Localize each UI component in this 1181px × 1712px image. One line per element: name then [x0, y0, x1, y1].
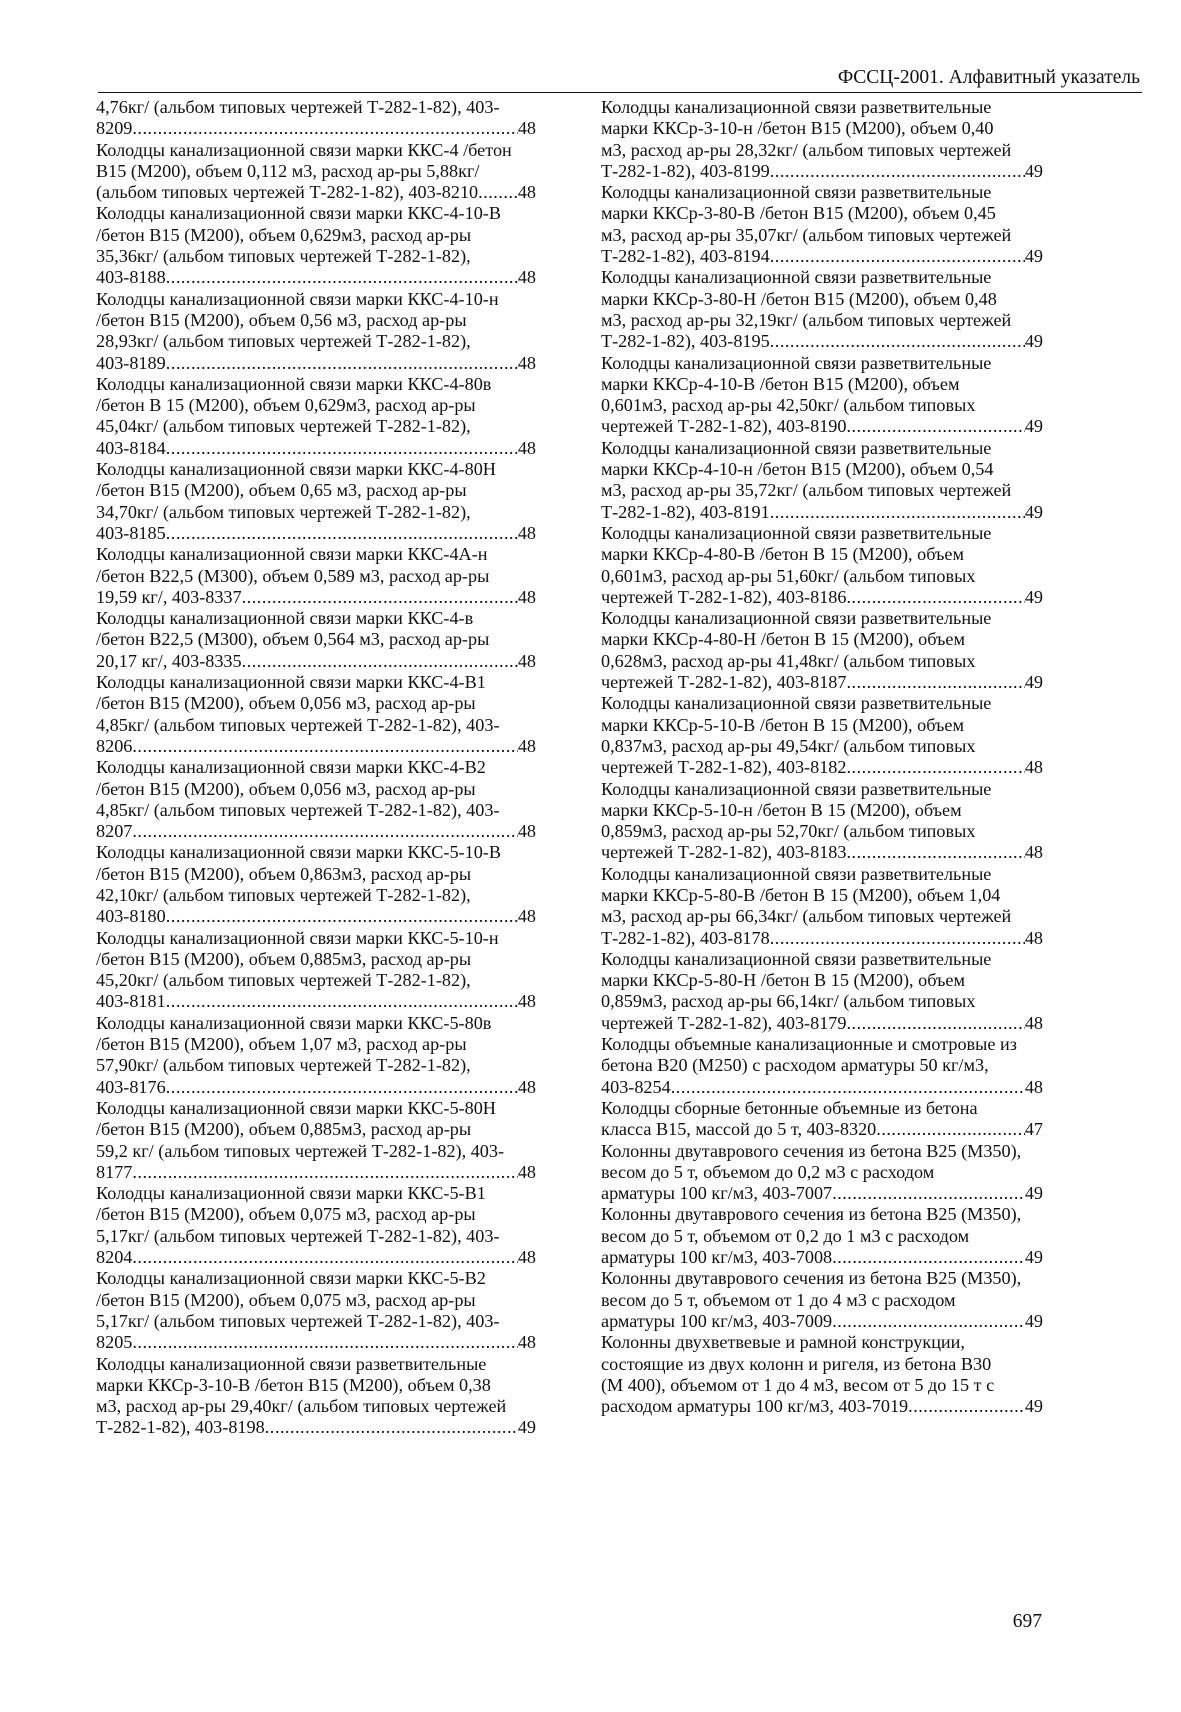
left-column: [96, 97, 536, 1439]
entry-line: /бетон В22,5 (М300), объем 0,589 м3, расход ар-ры: [96, 565, 490, 586]
entry-last-line: [96, 182, 536, 203]
entry-line: Т-282-1-82), 403-8191: [601, 501, 770, 522]
index-entry: [601, 1332, 1043, 1417]
entry-line: 0,601м3, расход ар-ры 42,50кг/ (альбом типовых: [601, 395, 976, 416]
entry-page-ref: 49: [1024, 416, 1043, 437]
entry-line: 403-8176: [96, 1076, 166, 1097]
entry-line: марки ККСр-3-10-н /бетон В15 (М200), объем 0,40: [601, 118, 994, 139]
entry-page-ref: 48: [517, 586, 536, 607]
entry-page-ref: 49: [1024, 331, 1043, 352]
entry-line: /бетон В15 (М200), объем 0,863м3, расход ар-ры: [96, 863, 472, 884]
entry-last-line: [96, 118, 536, 139]
dot-leader: [846, 842, 1024, 863]
entry-line: состоящие из двух колонн и ригеля, из бетона В30: [601, 1353, 992, 1374]
entry-last-line: [601, 1012, 1043, 1034]
index-entry: [96, 1268, 536, 1353]
entry-line: 8206: [96, 735, 133, 756]
entry-line: 0,601м3, расход ар-ры 51,60кг/ (альбом типовых: [601, 565, 976, 586]
dot-leader: [832, 1247, 1025, 1268]
entry-line: Колодцы канализационной связи разветвительные: [601, 267, 992, 288]
entry-line: /бетон В15 (М200), объем 0,075 м3, расход ар-ры: [96, 1289, 476, 1310]
entry-line: /бетон В15 (М200), объем 0,56 м3, расход ар-ры: [96, 309, 467, 330]
index-entry: [96, 140, 536, 204]
dot-leader: [166, 267, 518, 288]
dot-leader: [846, 416, 1024, 437]
entry-line: марки ККСр-3-80-В /бетон В15 (М200), объем 0,45: [601, 203, 996, 224]
entry-line: Колодцы канализационной связи марки ККС-5-В2: [96, 1268, 486, 1289]
entry-line: 0,837м3, расход ар-ры 49,54кг/ (альбом типовых: [601, 735, 976, 756]
entry-last-line: [601, 586, 1043, 608]
entry-line: Колодцы канализационной связи разветвительные: [601, 97, 992, 117]
entry-line: чертежей Т-282-1-82), 403-8190: [601, 416, 847, 437]
entry-line: весом до 5 т, объемом от 1 до 4 м3 с расходом: [601, 1289, 956, 1310]
entry-page-ref: 49: [517, 1417, 536, 1438]
entry-page-ref: 48: [517, 182, 536, 203]
entry-line: марки ККСр-3-80-Н /бетон В15 (М200), объем 0,48: [601, 288, 997, 309]
entry-line: Колодцы канализационной связи марки ККС-4-80в: [96, 373, 492, 394]
dot-leader: [770, 928, 1025, 949]
entry-line: Колодцы канализационной связи марки ККС-5-10-В: [96, 842, 501, 863]
dot-leader: [770, 331, 1025, 352]
index-entry: [96, 1183, 536, 1268]
entry-line: Колонны двутаврового сечения из бетона В25 (М350),: [601, 1268, 1022, 1289]
index-entry: [601, 438, 1043, 523]
index-entry: [601, 182, 1043, 267]
dot-leader: [166, 523, 518, 544]
entry-line: 403-8184: [96, 437, 166, 458]
entry-line: Колодцы канализационной связи разветвительные: [601, 693, 992, 714]
entry-last-line: [601, 416, 1043, 437]
entry-line: /бетон В15 (М200), объем 0,056 м3, расход ар-ры: [96, 693, 476, 714]
entry-last-line: [96, 352, 536, 374]
entry-page-ref: 48: [1024, 842, 1043, 863]
entry-page-ref: 48: [517, 437, 536, 458]
entry-page-ref: 48: [517, 1247, 536, 1268]
index-entry: [601, 693, 1043, 778]
entry-line: марки ККСр-4-10-н /бетон В15 (М200), объем 0,54: [601, 459, 994, 480]
entry-last-line: [601, 757, 1043, 778]
entry-line: Колодцы канализационной связи разветвительные: [601, 437, 992, 458]
entry-last-line: [601, 672, 1043, 693]
entry-last-line: [601, 1183, 1043, 1204]
entry-page-ref: 48: [517, 1076, 536, 1097]
entry-line: Колодцы канализационной связи разветвительные: [601, 778, 992, 799]
entry-line: Т-282-1-82), 403-8199: [601, 160, 770, 181]
entry-line: 8207: [96, 821, 133, 842]
entry-line: марки ККСр-5-80-Н /бетон В 15 (М200), объем: [601, 970, 966, 991]
index-entry: [601, 1034, 1043, 1098]
entry-line: чертежей Т-282-1-82), 403-8179: [601, 1012, 847, 1033]
index-entry: [601, 1098, 1043, 1141]
entry-page-ref: 48: [517, 118, 536, 139]
entry-line: В15 (М200), объем 0,112 м3, расход ар-ры 5,88кг/: [96, 160, 480, 181]
entry-line: 4,85кг/ (альбом типовых чертежей Т-282-1-82), 403-: [96, 714, 500, 735]
entry-line: 0,859м3, расход ар-ры 52,70кг/ (альбом типовых: [601, 821, 976, 842]
entry-page-ref: 47: [1024, 1119, 1043, 1140]
entry-line: Колодцы канализационной связи марки ККС-4 /бетон: [96, 139, 512, 160]
dot-leader: [132, 1247, 517, 1268]
entry-line: Колодцы канализационной связи разветвительные: [601, 948, 992, 969]
entry-line: /бетон В15 (М200), объем 1,07 м3, расход ар-ры: [96, 1034, 467, 1055]
entry-line: марки ККСр-4-80-В /бетон В 15 (М200), объем: [601, 544, 965, 565]
index-entry: [96, 672, 536, 757]
entry-page-ref: 48: [1024, 757, 1043, 778]
entry-line: арматуры 100 кг/м3, 403-7009: [601, 1310, 833, 1331]
entry-line: Колодцы канализационной связи разветвительные: [601, 352, 992, 373]
entry-line: 5,17кг/ (альбом типовых чертежей Т-282-1-82), 403-: [96, 1310, 500, 1331]
dot-leader: [478, 182, 518, 203]
index-entry: [601, 1141, 1043, 1205]
entry-line: Колодцы канализационной связи марки ККС-5-80Н: [96, 1097, 496, 1118]
dot-leader: [166, 438, 518, 459]
entry-last-line: [601, 246, 1043, 267]
index-entry: [601, 949, 1043, 1034]
entry-line: 42,10кг/ (альбом типовых чертежей Т-282-1-82),: [96, 884, 471, 905]
entry-line: 57,90кг/ (альбом типовых чертежей Т-282-1-82),: [96, 1055, 471, 1076]
entry-last-line: [96, 1332, 536, 1353]
entry-line: 0,628м3, расход ар-ры 41,48кг/ (альбом типовых: [601, 650, 976, 671]
running-header: ФССЦ-2001. Алфавитный указатель: [837, 67, 1140, 88]
index-entry: [96, 459, 536, 544]
entry-line: 45,20кг/ (альбом типовых чертежей Т-282-1-82),: [96, 970, 471, 991]
entry-line: 19,59 кг/, 403-8337: [96, 586, 242, 607]
entry-line: арматуры 100 кг/м3, 403-7007: [601, 1183, 833, 1204]
dot-leader: [846, 587, 1024, 608]
entry-line: Колодцы канализационной связи марки ККС-4-в: [96, 608, 474, 629]
entry-page-ref: 48: [1024, 927, 1043, 948]
index-entry: [601, 523, 1043, 608]
entry-line: бетона В20 (М250) с расходом арматуры 50 кг/м3,: [601, 1055, 989, 1076]
entry-line: 5,17кг/ (альбом типовых чертежей Т-282-1-82), 403-: [96, 1225, 500, 1246]
entry-page-ref: 48: [517, 735, 536, 756]
entry-line: /бетон В 15 (М200), объем 0,629м3, расход ар-ры: [96, 395, 476, 416]
entry-line: /бетон В15 (М200), объем 0,65 м3, расход ар-ры: [96, 480, 467, 501]
dot-leader: [132, 118, 517, 139]
entry-page-ref: 49: [1024, 1183, 1043, 1204]
entry-line: 4,85кг/ (альбом типовых чертежей Т-282-1-82), 403-: [96, 799, 500, 820]
entry-line: 403-8185: [96, 522, 166, 543]
entry-line: Колодцы сборные бетонные объемные из бетона: [601, 1097, 978, 1118]
entry-page-ref: 49: [1024, 672, 1043, 693]
entry-line: 20,17 кг/, 403-8335: [96, 650, 242, 671]
entry-page-ref: 48: [1024, 1076, 1043, 1097]
entry-last-line: [96, 1247, 536, 1268]
entry-page-ref: 48: [517, 1332, 536, 1353]
dot-leader: [132, 821, 517, 842]
entry-line: Колодцы канализационной связи марки ККС-5-10-н: [96, 927, 499, 948]
entry-page-ref: 48: [517, 352, 536, 373]
entry-line: Колодцы канализационной связи разветвительные: [601, 522, 992, 543]
entry-page-ref: 49: [1024, 1247, 1043, 1268]
dot-leader: [671, 1077, 1025, 1098]
entry-line: /бетон В22,5 (М300), объем 0,564 м3, расход ар-ры: [96, 629, 490, 650]
entry-line: Т-282-1-82), 403-8178: [601, 927, 770, 948]
entry-line: 8177: [96, 1161, 133, 1182]
entry-line: арматуры 100 кг/м3, 403-7008: [601, 1247, 833, 1268]
entry-line: 403-8254: [601, 1076, 671, 1097]
entry-last-line: [96, 991, 536, 1012]
entry-line: 45,04кг/ (альбом типовых чертежей Т-282-1-82),: [96, 416, 471, 437]
entry-line: 35,36кг/ (альбом типовых чертежей Т-282-1-82),: [96, 246, 471, 267]
entry-line: Колодцы канализационной связи марки ККС-4-В1: [96, 672, 486, 693]
index-entry: [96, 97, 536, 140]
entry-page-ref: 49: [1024, 246, 1043, 267]
entry-line: м3, расход ар-ры 35,07кг/ (альбом типовых чертежей: [601, 224, 1012, 245]
entry-page-ref: 48: [517, 1161, 536, 1182]
entry-page-ref: 48: [517, 650, 536, 671]
dot-leader: [242, 587, 518, 608]
entry-last-line: [96, 735, 536, 757]
dot-leader: [876, 1119, 1025, 1140]
entry-line: 403-8180: [96, 906, 166, 927]
dot-leader: [242, 651, 518, 672]
index-entry: [96, 203, 536, 288]
dot-leader: [166, 906, 518, 927]
entry-last-line: [96, 437, 536, 459]
entry-line: марки ККСр-3-10-В /бетон В15 (М200), объем 0,38: [96, 1374, 491, 1395]
right-column: [601, 97, 1043, 1417]
entry-line: Т-282-1-82), 403-8194: [601, 246, 770, 267]
index-entry: [96, 1013, 536, 1098]
entry-line: /бетон В15 (М200), объем 0,885м3, расход ар-ры: [96, 948, 472, 969]
entry-last-line: [601, 501, 1043, 523]
entry-line: /бетон В15 (М200), объем 0,629м3, расход ар-ры: [96, 224, 472, 245]
entry-line: Колодцы канализационной связи марки ККС-4-80Н: [96, 459, 496, 480]
entry-last-line: [601, 1310, 1043, 1332]
entry-line: Колодцы канализационной связи разветвительные: [601, 182, 992, 203]
entry-line: Колодцы канализационной связи марки ККС-4А-н: [96, 544, 488, 565]
entry-line: чертежей Т-282-1-82), 403-8187: [601, 672, 847, 693]
entry-line: Колодцы канализационной связи марки ККС-4-10-В: [96, 203, 501, 224]
dot-leader: [832, 1183, 1025, 1204]
entry-last-line: [601, 1076, 1043, 1098]
entry-last-line: [96, 1161, 536, 1183]
entry-line: Колонны двухветвевые и рамной конструкции,: [601, 1332, 965, 1353]
entry-line: Колонны двутаврового сечения из бетона В25 (М350),: [601, 1204, 1022, 1225]
entry-line: 34,70кг/ (альбом типовых чертежей Т-282-1-82),: [96, 501, 471, 522]
entry-page-ref: 48: [517, 991, 536, 1012]
entry-line: класса В15, массой до 5 т, 403-8320: [601, 1119, 877, 1140]
index-entry: [601, 267, 1043, 352]
index-entry: [601, 608, 1043, 693]
entry-line: Колодцы объемные канализационные и смотровые из: [601, 1034, 1017, 1055]
entry-line: /бетон В15 (М200), объем 0,056 м3, расход ар-ры: [96, 778, 476, 799]
entry-line: м3, расход ар-ры 66,34кг/ (альбом типовых чертежей: [601, 906, 1012, 927]
dot-leader: [832, 1311, 1025, 1332]
entry-last-line: [96, 821, 536, 842]
dot-leader: [132, 1162, 517, 1183]
entry-last-line: [96, 906, 536, 927]
entry-page-ref: 49: [1024, 1396, 1043, 1417]
entry-last-line: [601, 927, 1043, 949]
entry-last-line: [96, 586, 536, 608]
entry-line: 403-8181: [96, 991, 166, 1012]
index-entry: [96, 1098, 536, 1183]
index-entry: [601, 353, 1043, 438]
entry-line: марки ККСр-5-10-н /бетон В 15 (М200), объем: [601, 799, 962, 820]
entry-line: весом до 5 т, объемом до 0,2 м3 с расходом: [601, 1161, 935, 1182]
entry-page-ref: 49: [1024, 501, 1043, 522]
entry-line: марки ККСр-4-80-Н /бетон В 15 (М200), объем: [601, 629, 966, 650]
entry-line: марки ККСр-5-80-В /бетон В 15 (М200), объем 1,04: [601, 884, 1001, 905]
entry-page-ref: 49: [1024, 160, 1043, 181]
entry-line: (М 400), объемом от 1 до 4 м3, весом от 5 до 15 т с: [601, 1374, 995, 1395]
entry-line: 8204: [96, 1247, 133, 1268]
entry-page-ref: 48: [1024, 1012, 1043, 1033]
dot-leader: [132, 1332, 517, 1353]
index-entry: [96, 757, 536, 842]
entry-line: /бетон В15 (М200), объем 0,075 м3, расход ар-ры: [96, 1204, 476, 1225]
entry-line: весом до 5 т, объемом от 0,2 до 1 м3 с расходом: [601, 1225, 970, 1246]
entry-last-line: [601, 160, 1043, 182]
dot-leader: [132, 736, 517, 757]
dot-leader: [166, 1077, 518, 1098]
entry-line: (альбом типовых чертежей Т-282-1-82), 403-8210: [96, 182, 479, 203]
entry-line: Т-282-1-82), 403-8198: [96, 1417, 265, 1438]
entry-line: м3, расход ар-ры 28,32кг/ (альбом типовых чертежей: [601, 139, 1012, 160]
index-entry: [96, 1354, 536, 1439]
entry-last-line: [601, 331, 1043, 352]
entry-line: м3, расход ар-ры 35,72кг/ (альбом типовых чертежей: [601, 480, 1012, 501]
entry-page-ref: 48: [517, 267, 536, 288]
entry-line: марки ККСр-4-10-В /бетон В15 (М200), объем: [601, 373, 960, 394]
entry-line: Колодцы канализационной связи марки ККС-4-10-н: [96, 288, 499, 309]
entry-page-ref: 49: [1024, 586, 1043, 607]
entry-line: 403-8188: [96, 267, 166, 288]
index-entry: [96, 842, 536, 927]
index-entry: [601, 779, 1043, 864]
entry-line: Колодцы канализационной связи марки ККС-5-В1: [96, 1183, 486, 1204]
dot-leader: [265, 1417, 518, 1438]
entry-line: /бетон В15 (М200), объем 0,885м3, расход ар-ры: [96, 1119, 472, 1140]
entry-line: 0,859м3, расход ар-ры 66,14кг/ (альбом типовых: [601, 991, 976, 1012]
entry-line: чертежей Т-282-1-82), 403-8183: [601, 842, 847, 863]
dot-leader: [908, 1396, 1025, 1417]
entry-line: 4,76кг/ (альбом типовых чертежей Т-282-1-82), 403-: [96, 97, 500, 117]
dot-leader: [770, 161, 1025, 182]
entry-line: Колодцы канализационной связи разветвительные: [601, 608, 992, 629]
entry-line: чертежей Т-282-1-82), 403-8186: [601, 586, 847, 607]
entry-line: м3, расход ар-ры 32,19кг/ (альбом типовых чертежей: [601, 309, 1012, 330]
index-entry: [601, 864, 1043, 949]
entry-line: 8205: [96, 1332, 133, 1353]
entry-line: расходом арматуры 100 кг/м3, 403-7019: [601, 1396, 909, 1417]
index-entry: [96, 544, 536, 608]
header-rule: [98, 92, 1142, 93]
dot-leader: [770, 246, 1025, 267]
page-number: 697: [1012, 1611, 1042, 1632]
entry-last-line: [601, 842, 1043, 863]
entry-line: Колодцы канализационной связи марки ККС-5-80в: [96, 1012, 492, 1033]
dot-leader: [166, 991, 518, 1012]
index-entry: [96, 608, 536, 672]
entry-line: 403-8189: [96, 352, 166, 373]
dot-leader: [166, 353, 518, 374]
entry-line: Т-282-1-82), 403-8195: [601, 331, 770, 352]
index-entry: [601, 1268, 1043, 1332]
entry-last-line: [96, 267, 536, 288]
index-entry: [601, 1204, 1043, 1268]
entry-page-ref: 48: [517, 821, 536, 842]
entry-line: Колодцы канализационной связи разветвительные: [96, 1353, 487, 1374]
entry-line: Колодцы канализационной связи разветвительные: [601, 863, 992, 884]
entry-last-line: [96, 650, 536, 672]
entry-last-line: [96, 1076, 536, 1098]
entry-line: Колодцы канализационной связи марки ККС-4-В2: [96, 757, 486, 778]
dot-leader: [846, 1013, 1024, 1034]
entry-line: чертежей Т-282-1-82), 403-8182: [601, 757, 847, 778]
index-entry: [96, 928, 536, 1013]
entry-last-line: [601, 1396, 1043, 1417]
entry-line: м3, расход ар-ры 29,40кг/ (альбом типовых чертежей: [96, 1396, 507, 1417]
dot-leader: [846, 672, 1024, 693]
index-entry: [96, 289, 536, 374]
entry-line: 59,2 кг/ (альбом типовых чертежей Т-282-1-82), 403-: [96, 1140, 505, 1161]
entry-line: 8209: [96, 118, 133, 139]
dot-leader: [770, 502, 1025, 523]
entry-page-ref: 49: [1024, 1310, 1043, 1331]
entry-page-ref: 48: [517, 522, 536, 543]
entry-line: 28,93кг/ (альбом типовых чертежей Т-282-1-82),: [96, 331, 471, 352]
entry-page-ref: 48: [517, 906, 536, 927]
entry-last-line: [601, 1247, 1043, 1268]
entry-line: марки ККСр-5-10-В /бетон В 15 (М200), объем: [601, 714, 965, 735]
index-entry: [601, 97, 1043, 182]
index-entry: [96, 374, 536, 459]
entry-last-line: [601, 1119, 1043, 1140]
dot-leader: [846, 757, 1024, 778]
entry-last-line: [96, 1417, 536, 1438]
entry-line: Колонны двутаврового сечения из бетона В25 (М350),: [601, 1140, 1022, 1161]
entry-last-line: [96, 522, 536, 544]
